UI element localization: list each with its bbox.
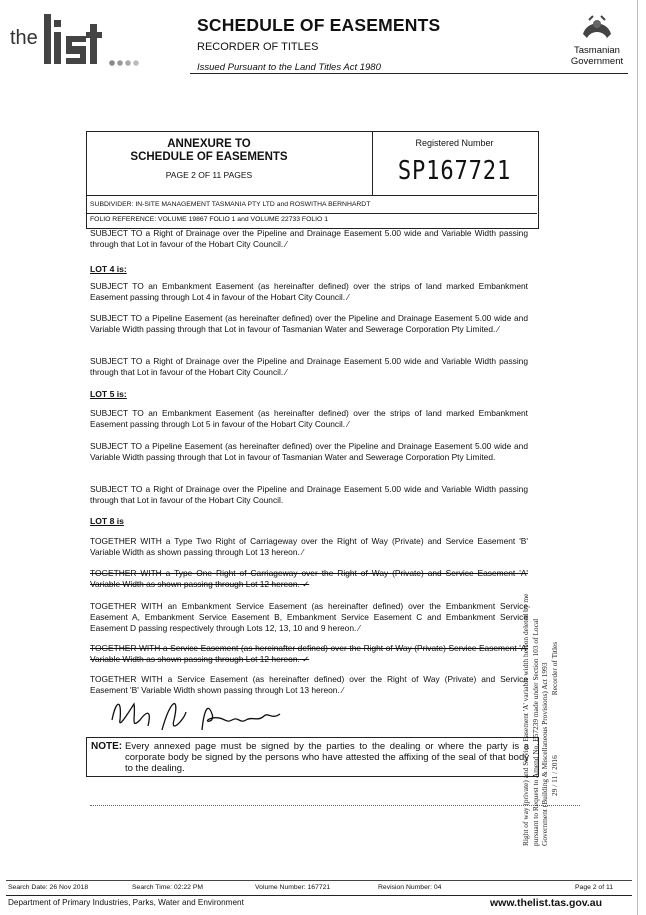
footer-revision: Revision Number: 04	[378, 884, 442, 891]
side-note-line1: Right of way (private) and Service Easement 'A' variable width hereon deleted by me	[521, 593, 530, 846]
intro-paragraph: SUBJECT TO a Right of Drainage over the Pipeline and Drainage Easement 5.00 wide and Variable Width passing through that Lot in favour of the Hobart City Council. ⁄	[90, 228, 528, 249]
amendment-side-note	[521, 446, 565, 846]
page-edge	[637, 0, 638, 915]
footer-department: Department of Primary Industries, Parks, Water and Environment	[8, 898, 244, 907]
lot5-para-2: SUBJECT TO a Pipeline Easement (as hereinafter defined) over the Pipeline and Drainage Easement 5.00 wide and Variable Width passing through that Lot in favour of Tasmanian Water and Sewerage Corporation Pty Limited.	[90, 441, 528, 462]
header-divider	[190, 73, 628, 74]
issued-statement: Issued Pursuant to the Land Titles Act 1980	[197, 62, 381, 73]
lot5-heading: LOT 5 is:	[90, 389, 127, 399]
signatures	[100, 690, 300, 735]
footer-website-link[interactable]: www.thelist.tas.gov.au	[490, 897, 603, 909]
footer-rule-bottom	[6, 895, 632, 896]
side-note-line3: Government (Building & Miscellaneous Provisions) Act 1993	[540, 662, 549, 846]
page-subtitle: RECORDER OF TITLES	[197, 41, 319, 53]
lot4-para-3: SUBJECT TO a Right of Drainage over the Pipeline and Drainage Easement 5.00 wide and Variable Width passing through that Lot in favour of the Hobart City Council. ⁄	[90, 356, 528, 377]
annexure-title-line1: ANNEXURE TO	[167, 138, 251, 150]
tasmanian-tiger-icon	[579, 14, 615, 42]
folio-reference: FOLIO REFERENCE: VOLUME 19867 FOLIO 1 and VOLUME 22733 FOLIO 1	[90, 216, 328, 223]
page-title: SCHEDULE OF EASEMENTS	[197, 15, 441, 35]
frame-divider-2	[86, 213, 537, 214]
lot8-para-3: TOGETHER WITH an Embankment Service Easement (as hereinafter defined) over the Embankment Service Easement A, Embankment Service Easement B, Embankment Service Easement C and Embankment Service Easement D passing respectively through Lots 12, 13, 10 and 9 hereon. ⁄	[90, 601, 528, 633]
lot8-para-4-struck: TOGETHER WITH a Service Easement (as hereinafter defined) over the Right of Way (Private) Service Easement 'A' Variable Width as shown passing through Lot 12 hereon. ✓	[90, 643, 528, 664]
govt-line2: Government	[570, 56, 624, 67]
the-list-logo	[8, 10, 158, 70]
annexure-page-count: PAGE 2 OF 11 PAGES	[165, 170, 253, 180]
dotted-divider	[90, 805, 580, 806]
annexure-title-line2: SCHEDULE OF EASEMENTS	[130, 151, 288, 163]
govt-line1: Tasmanian	[574, 45, 620, 56]
lot5-para-3: SUBJECT TO a Right of Drainage over the Pipeline and Drainage Easement 5.00 wide and Variable Width passing through that Lot in favour of the Hobart City Council.	[90, 484, 528, 505]
lot4-para-1: SUBJECT TO an Embankment Easement (as hereinafter defined) over the strips of land marked Embankment Easement passing through Lot 4 in favour of the Hobart City Council. ⁄	[90, 281, 528, 302]
side-note-date: 29 / 11 / 2016	[549, 755, 559, 796]
registered-number: SP167721	[397, 156, 512, 186]
footer-page: Page 2 of 11	[575, 884, 614, 891]
lot4-para-2: SUBJECT TO a Pipeline Easement (as hereinafter defined) over the Pipeline and Drainage Easement 5.00 wide and Variable Width passing through that Lot in favour of Tasmanian Water and Sewerage Corporation Pty Limited. ⁄	[90, 313, 528, 334]
side-note-line2: pursuant to Request to Amend No. E57239 made under Section 103 of Local	[530, 618, 540, 846]
subdivider: SUBDIVIDER: IN-SITE MANAGEMENT TASMANIA PTY LTD and ROSWITHA BERNHARDT	[90, 201, 371, 208]
lot8-para-5: TOGETHER WITH a Service Easement (as hereinafter defined) over the Right of Way (Private) and Service Easement 'B' Variable Width shown passing through Lot 13 hereon. ⁄	[90, 674, 528, 695]
registered-number-label: Registered Number	[415, 138, 494, 148]
annexure-title	[99, 138, 319, 164]
note-text: Every annexed page must be signed by the parties to the dealing or where the party is a corporate body be signed by the persons who have attested the affixing of the seal of that body to the dealing.	[125, 741, 529, 774]
logo-the: the	[10, 27, 38, 49]
frame-divider-1	[86, 195, 537, 196]
lot5-para-1: SUBJECT TO an Embankment Easement (as hereinafter defined) over the strips of land marked Embankment Easement passing through Lot 5 in favour of the Hobart City Council. ⁄	[90, 408, 528, 429]
footer-rule-top	[6, 880, 632, 881]
side-note-signoff: Recorder of Titles	[549, 641, 559, 696]
lot8-para-1: TOGETHER WITH a Type Two Right of Carriageway over the Right of Way (Private) and Service Easement 'B' Variable Width as shown passing through Lot 13 hereon. ⁄	[90, 536, 528, 557]
footer-volume: Volume Number: 167721	[255, 884, 331, 891]
lot4-heading: LOT 4 is:	[90, 264, 127, 274]
note-label: NOTE:	[91, 741, 123, 752]
footer-search-date: Search Date: 26 Nov 2018	[8, 884, 89, 891]
lot8-para-2-struck: TOGETHER WITH a Type One Right of Carriageway over the Right of Way (Private) and Service Easement 'A' Variable Width as shown passing through Lot 12 hereon. ✓	[90, 568, 528, 589]
govt-logo	[562, 14, 632, 67]
footer-search-time: Search Time: 02:22 PM	[132, 884, 204, 891]
lot8-heading: LOT 8 is	[90, 516, 124, 526]
